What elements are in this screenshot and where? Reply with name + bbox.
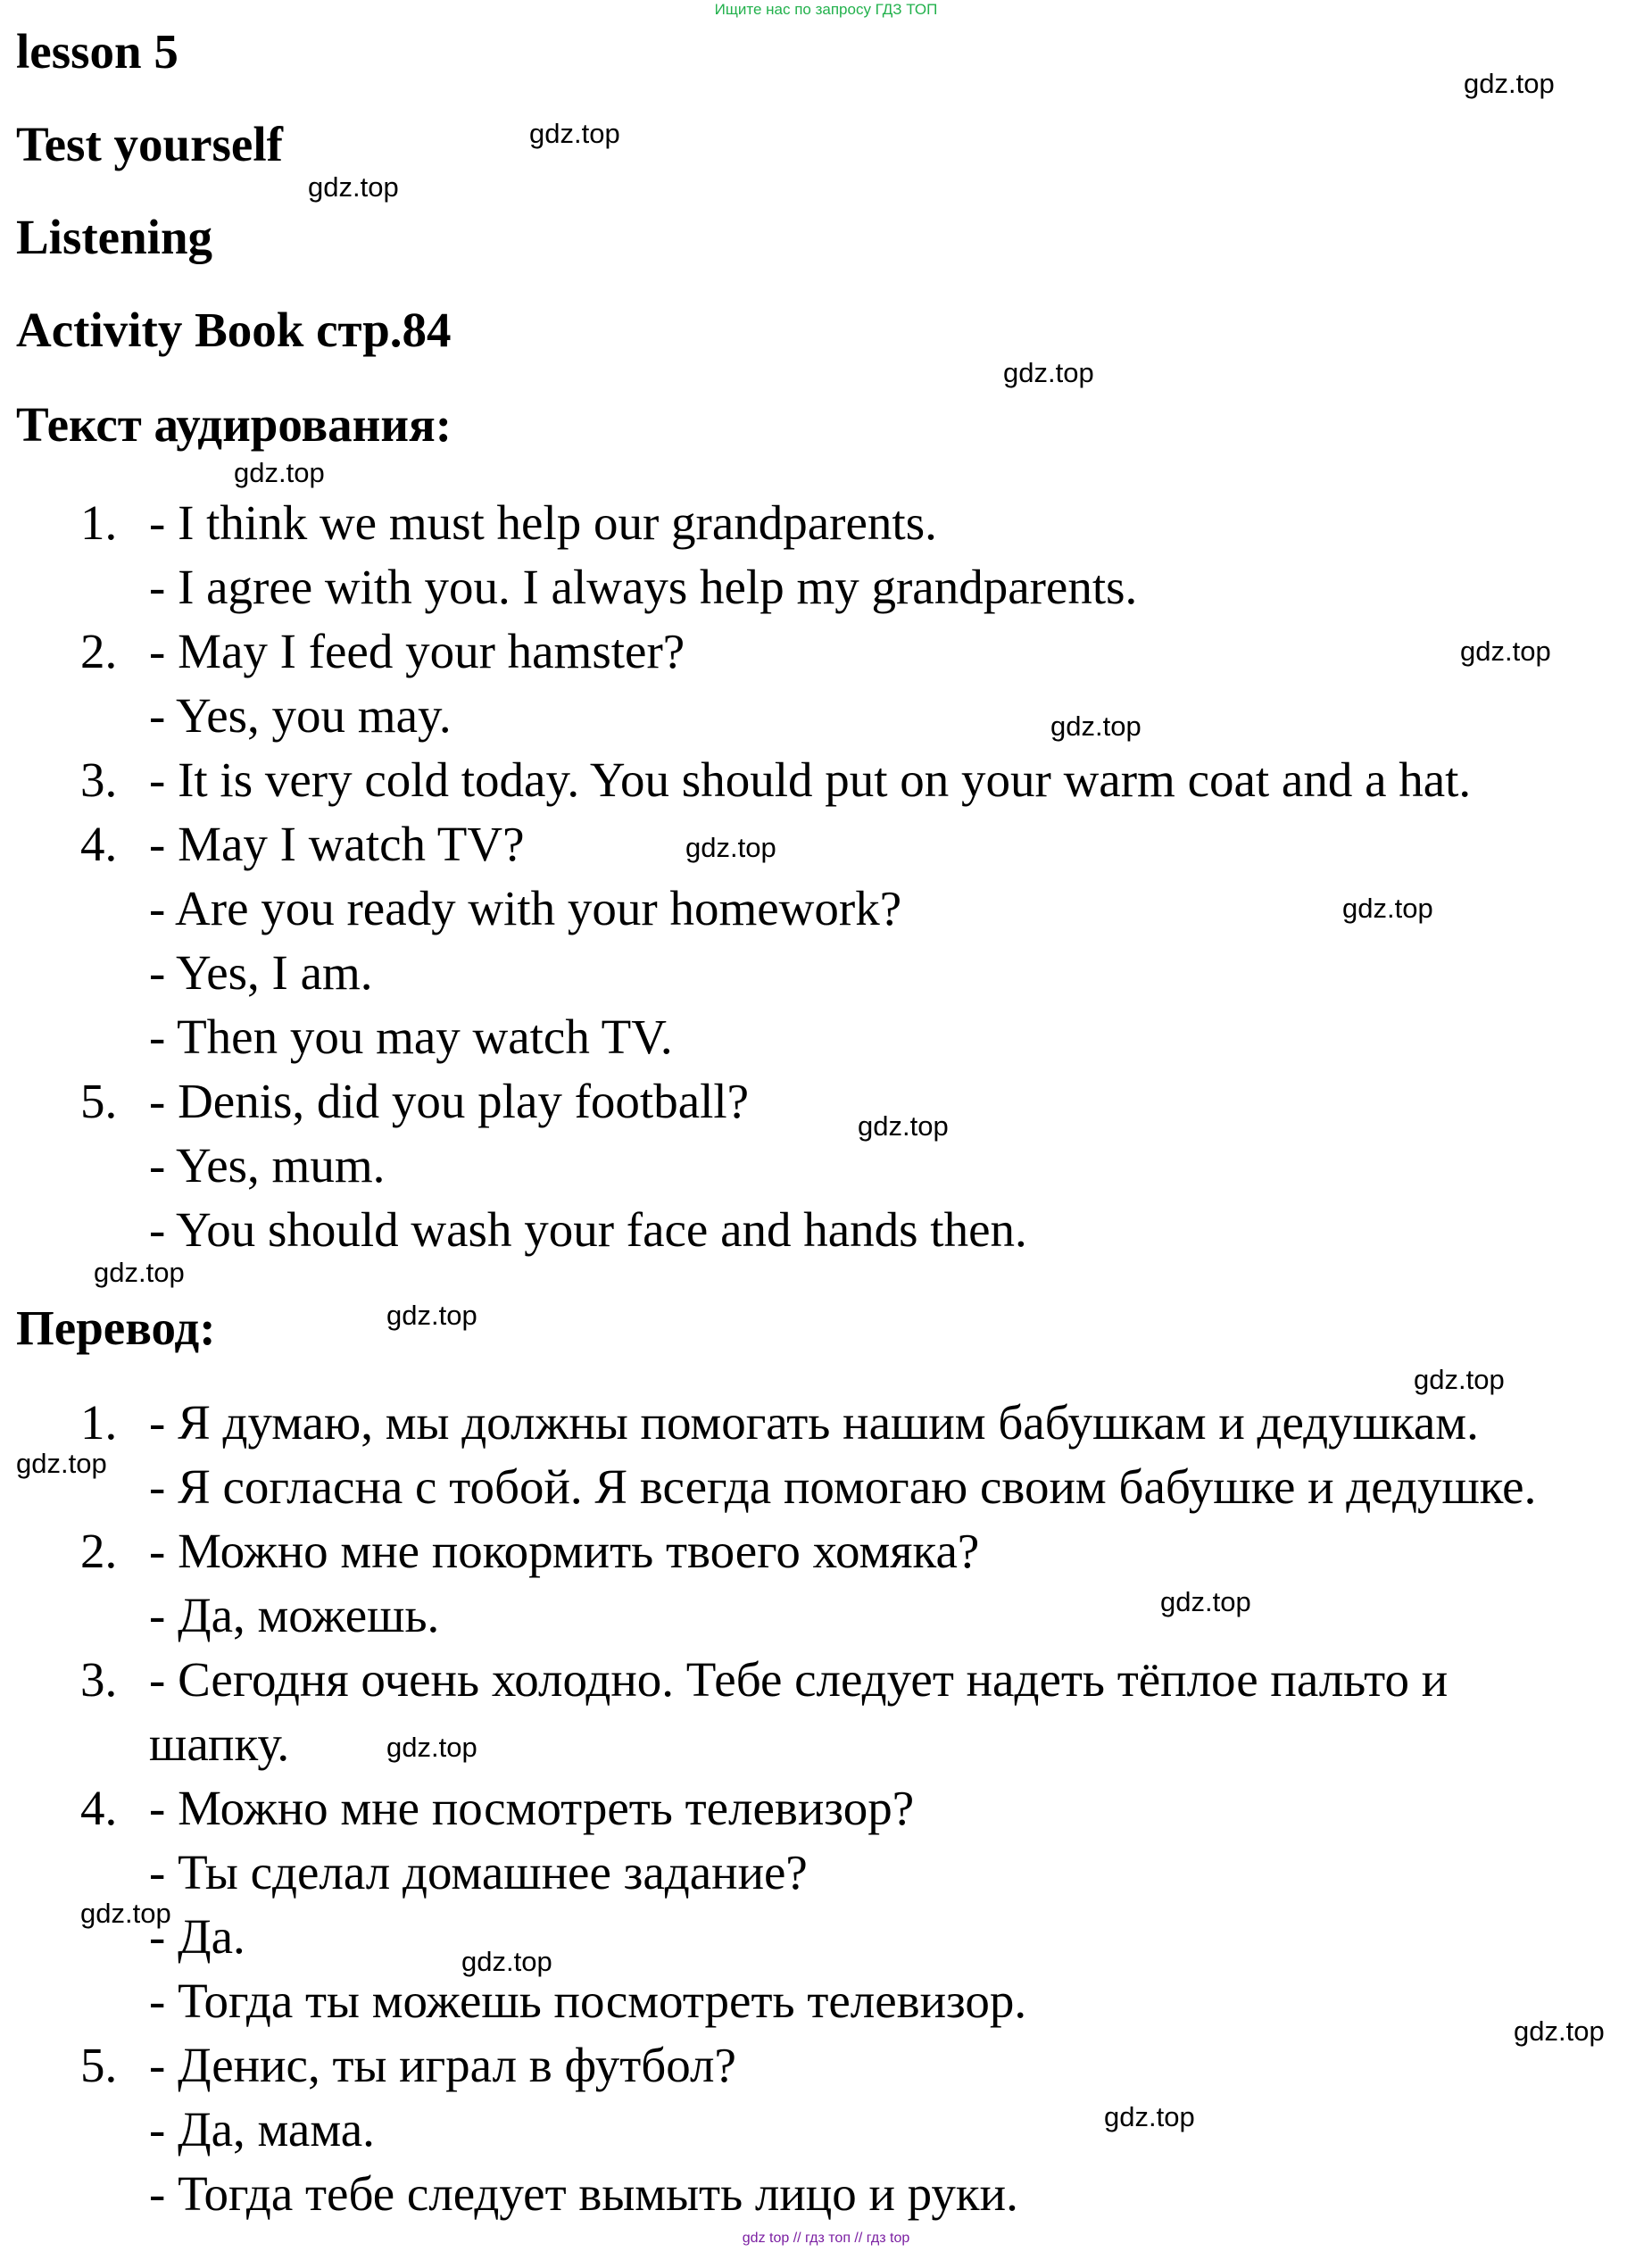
dialogue-text: - You should wash your face and hands then. xyxy=(149,1202,1027,1257)
dialogue-text: шапку. xyxy=(149,1716,290,1771)
dialogue-text: - Yes, you may. xyxy=(149,688,452,743)
item-number: 1. xyxy=(80,495,118,550)
top-banner: Ищите нас по запросу ГДЗ ТОП xyxy=(714,1,938,18)
transcript-heading: Текст аудирования: xyxy=(16,397,452,452)
dialogue-text: - Можно мне покормить твоего хомяка? xyxy=(149,1524,980,1578)
dialogue-text: - Тогда ты можешь посмотреть телевизор. xyxy=(149,1974,1027,2028)
watermark: gdz.top xyxy=(386,1300,477,1331)
dialogue-text: - May I feed your hamster? xyxy=(149,624,685,678)
footer-banner: gdz top // гдз топ // гдз top xyxy=(742,2231,910,2246)
watermark: gdz.top xyxy=(685,832,776,863)
watermark: gdz.top xyxy=(1460,636,1551,667)
dialogue-text: - Yes, mum. xyxy=(149,1138,386,1192)
dialogue-text: - Then you may watch TV. xyxy=(149,1010,673,1064)
watermark: gdz.top xyxy=(1104,2101,1195,2132)
dialogue-text: - I agree with you. I always help my grandparents. xyxy=(149,560,1138,614)
watermark: gdz.top xyxy=(461,1946,552,1977)
dialogue-text: - Я согласна с тобой. Я всегда помогаю своим бабушке и дедушке. xyxy=(149,1459,1537,1514)
watermark: gdz.top xyxy=(308,171,399,203)
item-number: 5. xyxy=(80,2038,118,2092)
dialogue-text: - Тогда тебе следует вымыть лицо и руки. xyxy=(149,2166,1018,2221)
translation-heading: Перевод: xyxy=(16,1301,216,1355)
lesson-title: lesson 5 xyxy=(16,24,178,79)
dialogue-text: - Я думаю, мы должны помогать нашим бабушкам и дедушкам. xyxy=(149,1395,1479,1450)
watermark: gdz.top xyxy=(1160,1586,1251,1617)
watermark: gdz.top xyxy=(1342,893,1433,924)
dialogue-text: - Да. xyxy=(149,1909,245,1964)
watermark: gdz.top xyxy=(80,1898,171,1929)
dialogue-text: - I think we must help our grandparents. xyxy=(149,495,937,550)
dialogue-text: - Да, мама. xyxy=(149,2102,375,2156)
item-number: 3. xyxy=(80,1652,118,1707)
watermark: gdz.top xyxy=(1514,2015,1605,2047)
watermark: gdz.top xyxy=(1003,357,1094,388)
watermark: gdz.top xyxy=(858,1110,949,1142)
dialogue-text: - Сегодня очень холодно. Тебе следует надеть тёплое пальто и xyxy=(149,1652,1449,1707)
test-yourself-heading: Test yourself xyxy=(16,117,283,171)
dialogue-text: - Are you ready with your homework? xyxy=(149,881,902,935)
item-number: 2. xyxy=(80,624,118,678)
item-number: 4. xyxy=(80,817,118,871)
watermark: gdz.top xyxy=(234,457,325,488)
item-number: 3. xyxy=(80,752,118,807)
watermark: gdz.top xyxy=(16,1448,107,1479)
dialogue-text: - Yes, I am. xyxy=(149,945,373,1000)
dialogue-text: - Можно мне посмотреть телевизор? xyxy=(149,1781,915,1835)
watermark: gdz.top xyxy=(1464,68,1555,99)
watermark: gdz.top xyxy=(94,1257,185,1288)
watermark: gdz.top xyxy=(1050,711,1141,742)
watermark: gdz.top xyxy=(386,1732,477,1763)
item-number: 1. xyxy=(80,1395,118,1450)
dialogue-text: - Ты сделал домашнее задание? xyxy=(149,1845,808,1899)
dialogue-text: - May I watch TV? xyxy=(149,817,525,871)
dialogue-text: - Денис, ты играл в футбол? xyxy=(149,2038,736,2092)
activity-book-heading: Activity Book стр.84 xyxy=(16,303,452,357)
watermark: gdz.top xyxy=(529,118,620,149)
watermark: gdz.top xyxy=(1414,1364,1505,1395)
item-number: 4. xyxy=(80,1781,118,1835)
dialogue-text: - Denis, did you play football? xyxy=(149,1074,750,1128)
dialogue-text: - It is very cold today. You should put on your warm coat and a hat. xyxy=(149,752,1472,807)
item-number: 2. xyxy=(80,1524,118,1578)
listening-heading: Listening xyxy=(16,210,213,264)
item-number: 5. xyxy=(80,1074,118,1128)
dialogue-text: - Да, можешь. xyxy=(149,1588,440,1642)
